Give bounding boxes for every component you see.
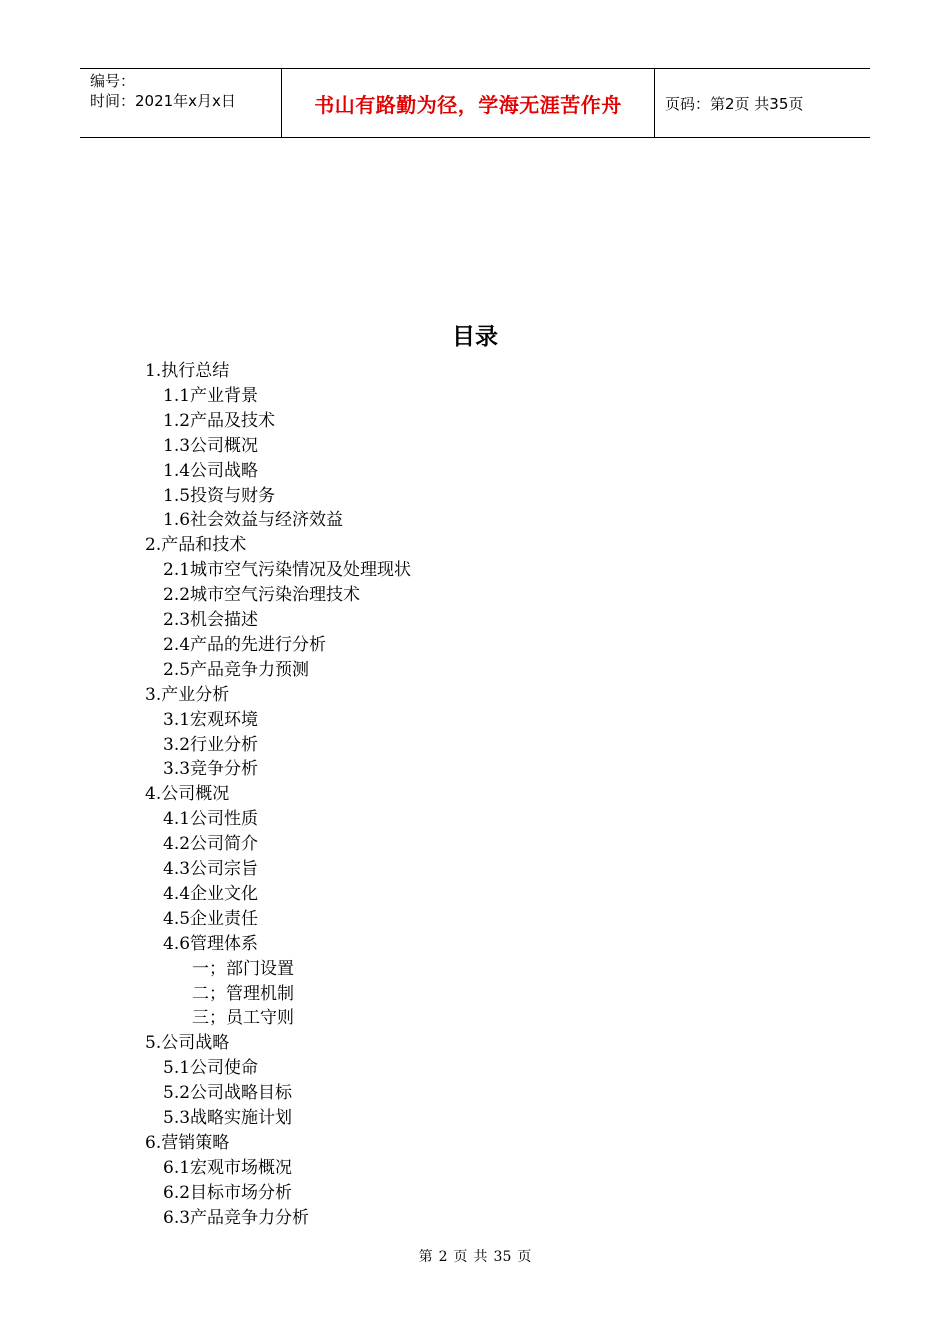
toc-entry-level-2: 1.1产业背景 (163, 385, 259, 406)
number-label: 编号： (90, 72, 136, 90)
toc-entry-level-2: 4.5企业责任 (163, 908, 259, 929)
toc-entry-level-2: 5.1公司使命 (163, 1058, 259, 1079)
page-header (80, 68, 870, 138)
toc-entry-level-2: 1.2产品及技术 (163, 410, 276, 431)
toc-entry-level-1: 3.产业分析 (145, 684, 230, 705)
header-motto-cell (282, 69, 655, 137)
header-page-info: 页码：第2页 共35页 (665, 94, 804, 113)
toc-entry-level-2: 3.1宏观环境 (163, 709, 259, 730)
motto-text: 书山有路勤为径，学海无涯苦作舟 (314, 92, 622, 117)
toc-entry-level-2: 3.3竞争分析 (163, 759, 259, 780)
toc-entry-level-3: 三；员工守则 (192, 1008, 294, 1029)
toc-entry-level-1: 6.营销策略 (145, 1132, 230, 1153)
footer-total-pages: 35 (493, 1249, 512, 1265)
toc-entry-level-2: 4.1公司性质 (163, 809, 259, 830)
footer-total-prefix: 共 (473, 1249, 488, 1265)
page-footer (0, 1246, 950, 1266)
toc-entry-level-3: 二；管理机制 (192, 983, 294, 1004)
toc-entry-level-2: 1.6社会效益与经济效益 (163, 510, 344, 531)
toc-entry-level-2: 1.3公司概况 (163, 435, 259, 456)
toc-entry-level-3: 一；部门设置 (192, 958, 294, 979)
toc-entry-level-2: 1.4公司战略 (163, 460, 259, 481)
toc-entry-level-2: 4.2公司简介 (163, 834, 259, 855)
toc-entry-level-2: 4.4企业文化 (163, 883, 259, 904)
toc-entry-level-1: 4.公司概况 (145, 784, 230, 805)
toc-entry-level-1: 1.执行总结 (145, 361, 230, 381)
toc-entry-level-2: 4.6管理体系 (163, 933, 259, 954)
toc-entry-level-2: 5.2公司战略目标 (163, 1083, 293, 1104)
toc-entry-level-2: 3.2行业分析 (163, 734, 259, 755)
toc-entry-level-2: 6.2目标市场分析 (163, 1182, 293, 1203)
toc-entry-level-2: 2.1城市空气污染情况及处理现状 (163, 560, 412, 581)
header-page-cell (655, 69, 870, 137)
toc-title: 目录 (452, 324, 498, 350)
toc-entry-level-2: 5.3战略实施计划 (163, 1108, 293, 1128)
footer-page-number: 2 (438, 1249, 448, 1265)
toc-entry-level-2: 2.5产品竞争力预测 (163, 659, 310, 680)
toc-entry-level-2: 1.5投资与财务 (163, 485, 276, 506)
toc-entry-level-2: 6.1宏观市场概况 (163, 1157, 293, 1178)
toc-entry-level-2: 2.3机会描述 (163, 610, 259, 630)
time-label: 时间：2021年x月x日 (90, 92, 236, 110)
header-meta-cell (80, 69, 282, 137)
toc-entry-level-2: 4.3公司宗旨 (163, 859, 259, 879)
footer-total-unit: 页 (517, 1249, 532, 1265)
toc-entry-level-1: 5.公司战略 (145, 1033, 230, 1054)
footer-page-unit: 页 (453, 1249, 468, 1265)
toc-entry-level-1: 2.产品和技术 (145, 535, 247, 556)
footer-page-prefix: 第 (418, 1249, 433, 1265)
toc-entry-level-2: 2.2城市空气污染治理技术 (163, 585, 361, 606)
toc-entry-level-2: 6.3产品竞争力分析 (163, 1207, 310, 1228)
toc-entry-level-2: 2.4产品的先进行分析 (163, 634, 327, 655)
